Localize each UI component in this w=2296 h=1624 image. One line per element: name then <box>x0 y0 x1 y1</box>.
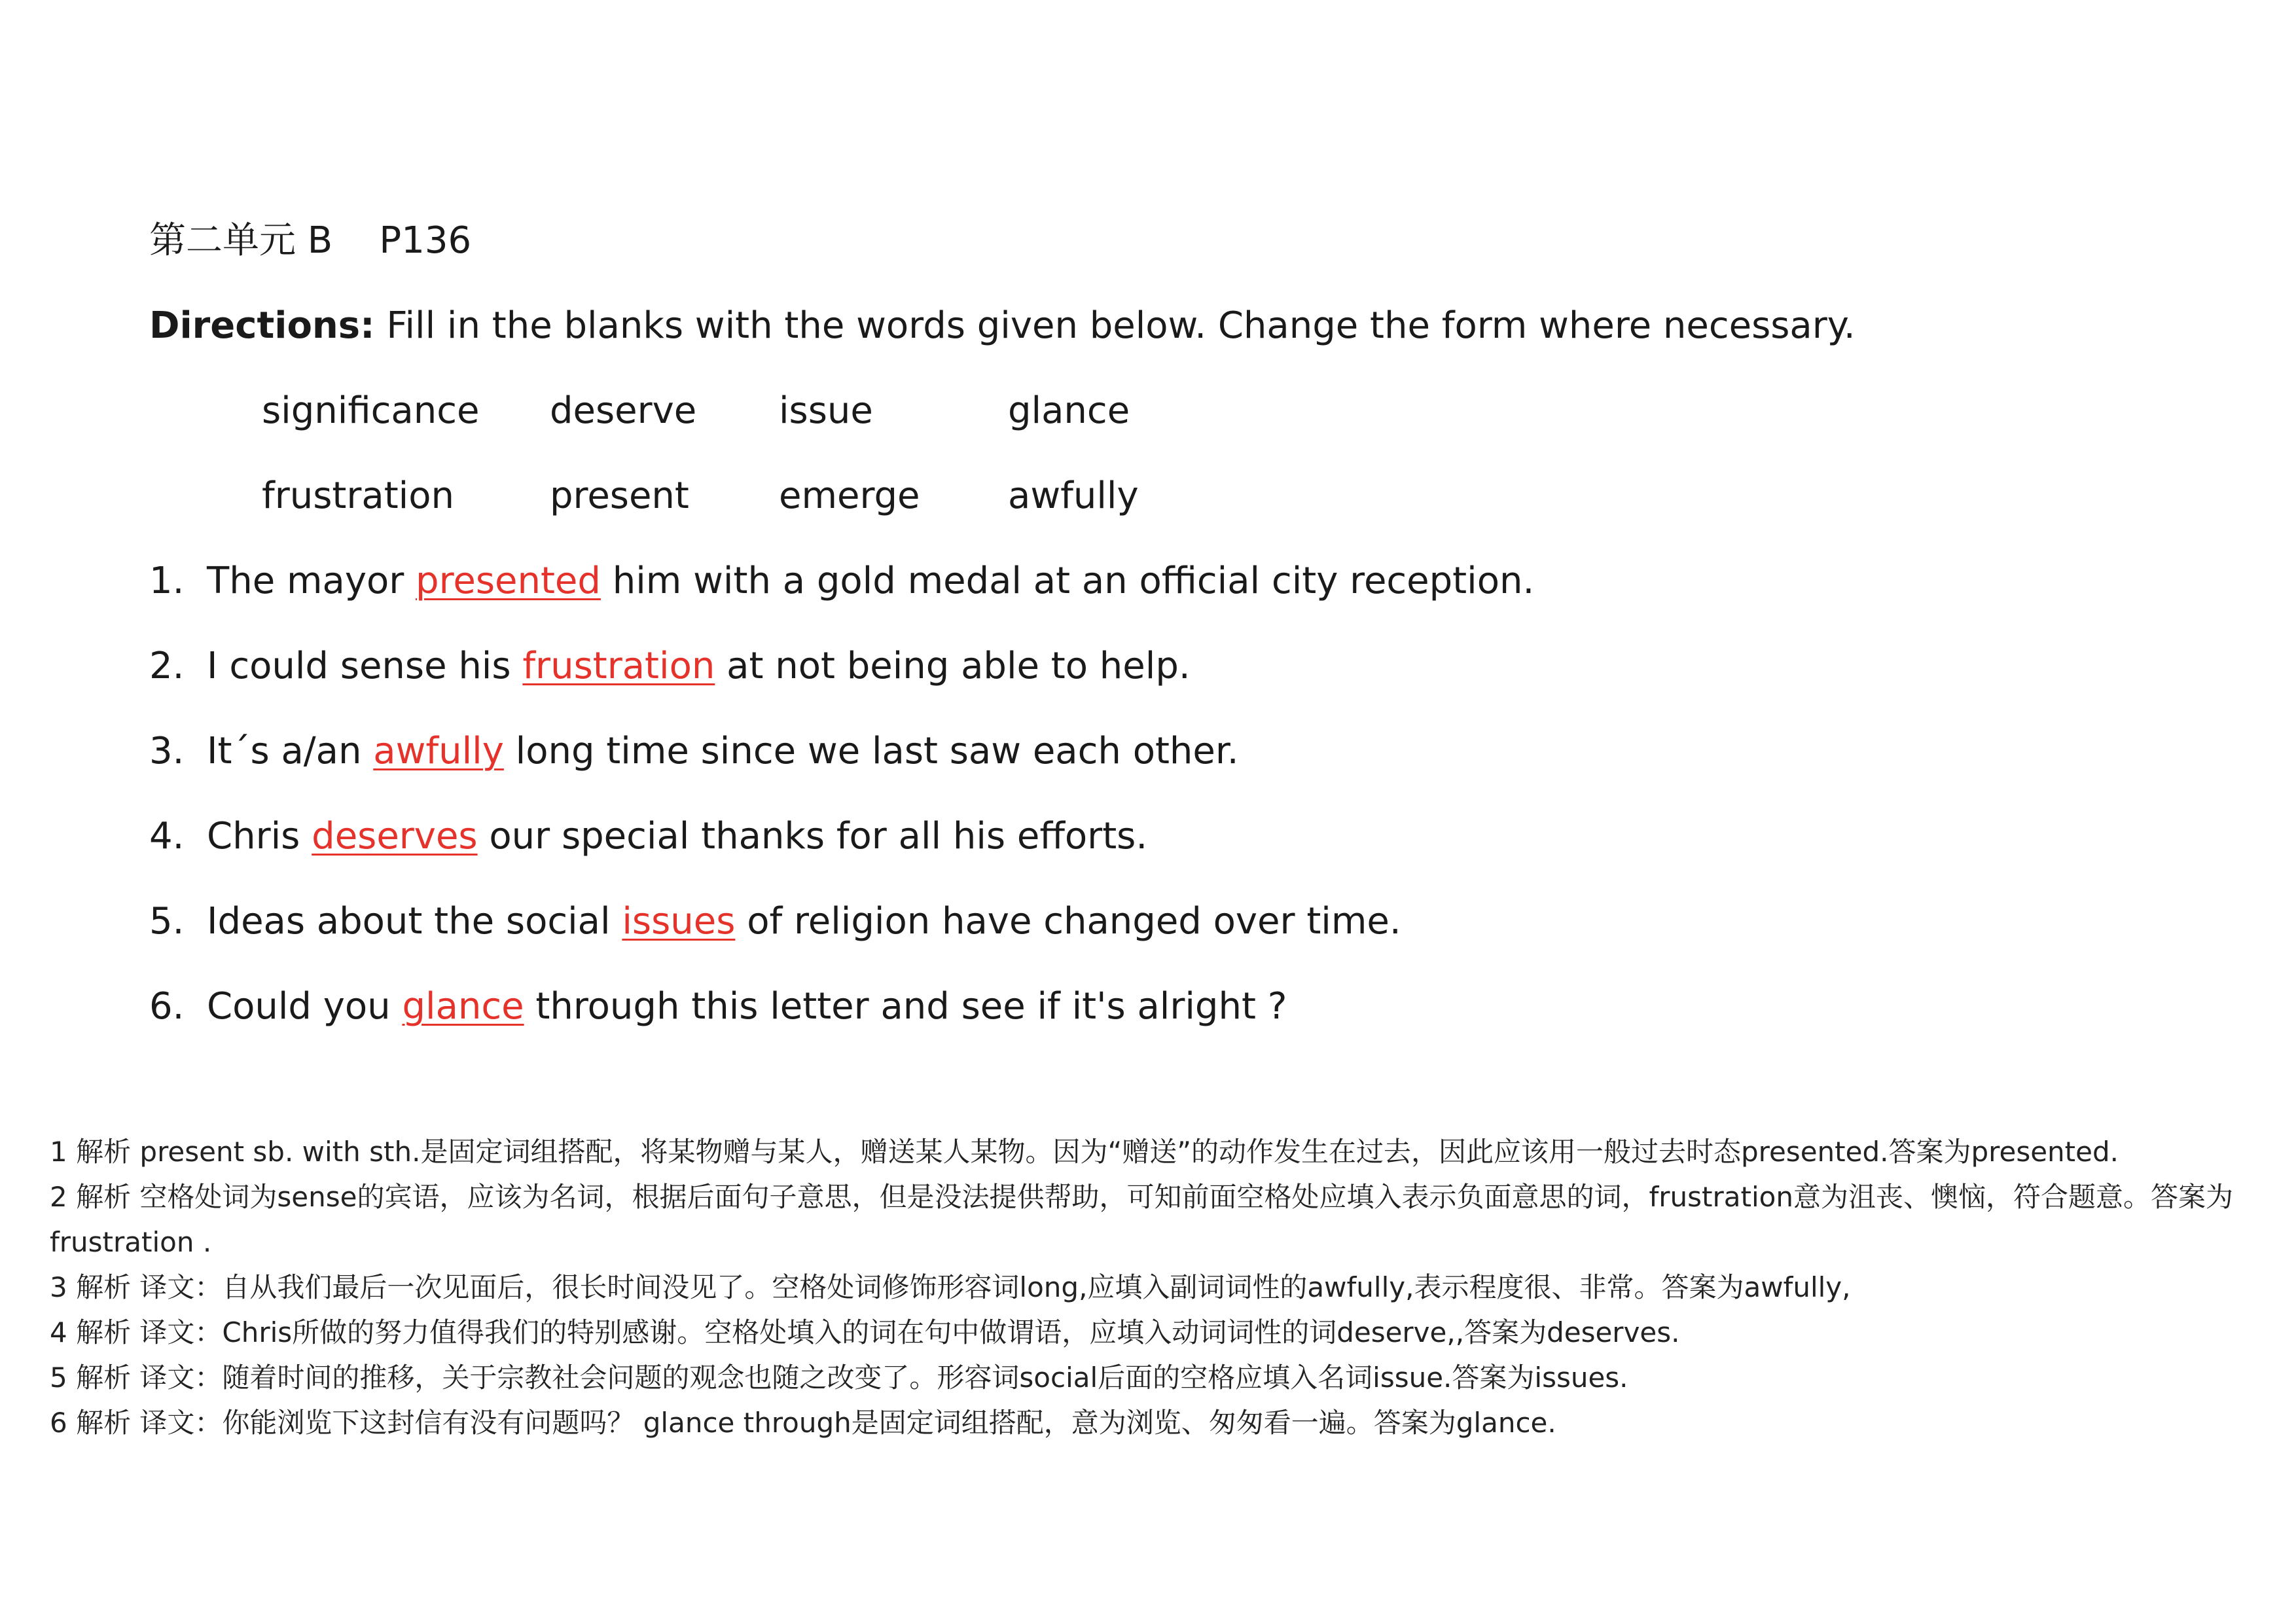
question-text <box>207 725 1239 778</box>
question-text-before: Ideas about the social <box>207 900 622 943</box>
question-text-before: Chris <box>207 815 312 857</box>
question-text-after: of religion have changed over time. <box>735 900 1401 943</box>
answer-blank: presented <box>416 560 601 602</box>
question-text <box>207 810 1147 863</box>
question-text <box>207 640 1191 693</box>
answer-blank: deserves <box>312 815 478 857</box>
question-text-after: long time since we last saw each other. <box>503 730 1239 772</box>
question-text-after: through this letter and see if it's alright ? <box>524 985 1287 1028</box>
explanation-item: 3 解析 译文：自从我们最后一次见面后，很长时间没见了。空格处词修饰形容词long,应填入副词词性的awfully,表示程度很、非常。答案为awfully, <box>50 1271 1851 1303</box>
directions <box>149 300 1856 352</box>
explanation-item: 1 解析 present sb. with sth.是固定词组搭配，将某物赠与某人，赠送某人某物。因为“赠送”的动作发生在过去，因此应该用一般过去时态presented.答案为presented. <box>50 1136 2119 1168</box>
question-number: 3. <box>149 730 185 772</box>
page-title: 第二单元 B P136 <box>149 219 472 262</box>
question-number: 5. <box>149 900 185 943</box>
answer-blank: awfully <box>373 730 504 772</box>
explanation-item: 5 解析 译文：随着时间的推移，关于宗教社会问题的观念也随之改变了。形容词social后面的空格应填入名词issue.答案为issues. <box>50 1362 1628 1394</box>
question-text-after: him with a gold medal at an official city reception. <box>600 560 1535 602</box>
question-number: 4. <box>149 815 185 857</box>
question-text-before: The mayor <box>207 560 416 602</box>
question-number: 6. <box>149 985 185 1028</box>
directions-text: Fill in the blanks with the words given below. Change the form where necessary. <box>374 304 1856 347</box>
question-text-before: I could sense his <box>207 645 523 687</box>
answer-blank: frustration <box>522 645 715 687</box>
word-bank-item: glance <box>1008 389 1130 432</box>
word-bank-item: issue <box>779 389 873 432</box>
word-bank-item: frustration <box>262 475 454 517</box>
question-text-after: our special thanks for all his efforts. <box>477 815 1148 857</box>
question-number: 1. <box>149 560 185 602</box>
explanation-item: 4 解析 译文：Chris所做的努力值得我们的特别感谢。空格处填入的词在句中做谓语，应填入动词词性的词deserve,,答案为deserves. <box>50 1316 1680 1348</box>
explanation-item: 6 解析 译文：你能浏览下这封信有没有问题吗？ glance through是固定词组搭配，意为浏览、匆匆看一遍。答案为glance. <box>50 1407 1556 1439</box>
question-text <box>207 895 1401 948</box>
question-text-before: Could you <box>207 985 403 1028</box>
explanation-item: 2 解析 空格处词为sense的宾语，应该为名词，根据后面句子意思，但是没法提供帮助，可知前面空格处应填入表示负面意思的词，frustration意为沮丧、懊恼，符合题意。答案为 frustration . <box>50 1181 2233 1258</box>
word-bank-item: awfully <box>1008 475 1139 517</box>
answer-blank: issues <box>622 900 736 943</box>
answer-blank: glance <box>402 985 524 1028</box>
question-text-before: It´s a/an <box>207 730 374 772</box>
answer-explanations <box>50 1129 2249 1445</box>
question-number: 2. <box>149 645 185 687</box>
question-text-after: at not being able to help. <box>715 645 1191 687</box>
question-text <box>207 555 1534 607</box>
question-text <box>207 981 1287 1033</box>
word-bank-item: emerge <box>779 475 920 517</box>
word-bank-item: significance <box>262 389 480 432</box>
word-bank-item: deserve <box>550 389 697 432</box>
word-bank-item: present <box>550 475 689 517</box>
directions-label: Directions: <box>149 304 375 347</box>
